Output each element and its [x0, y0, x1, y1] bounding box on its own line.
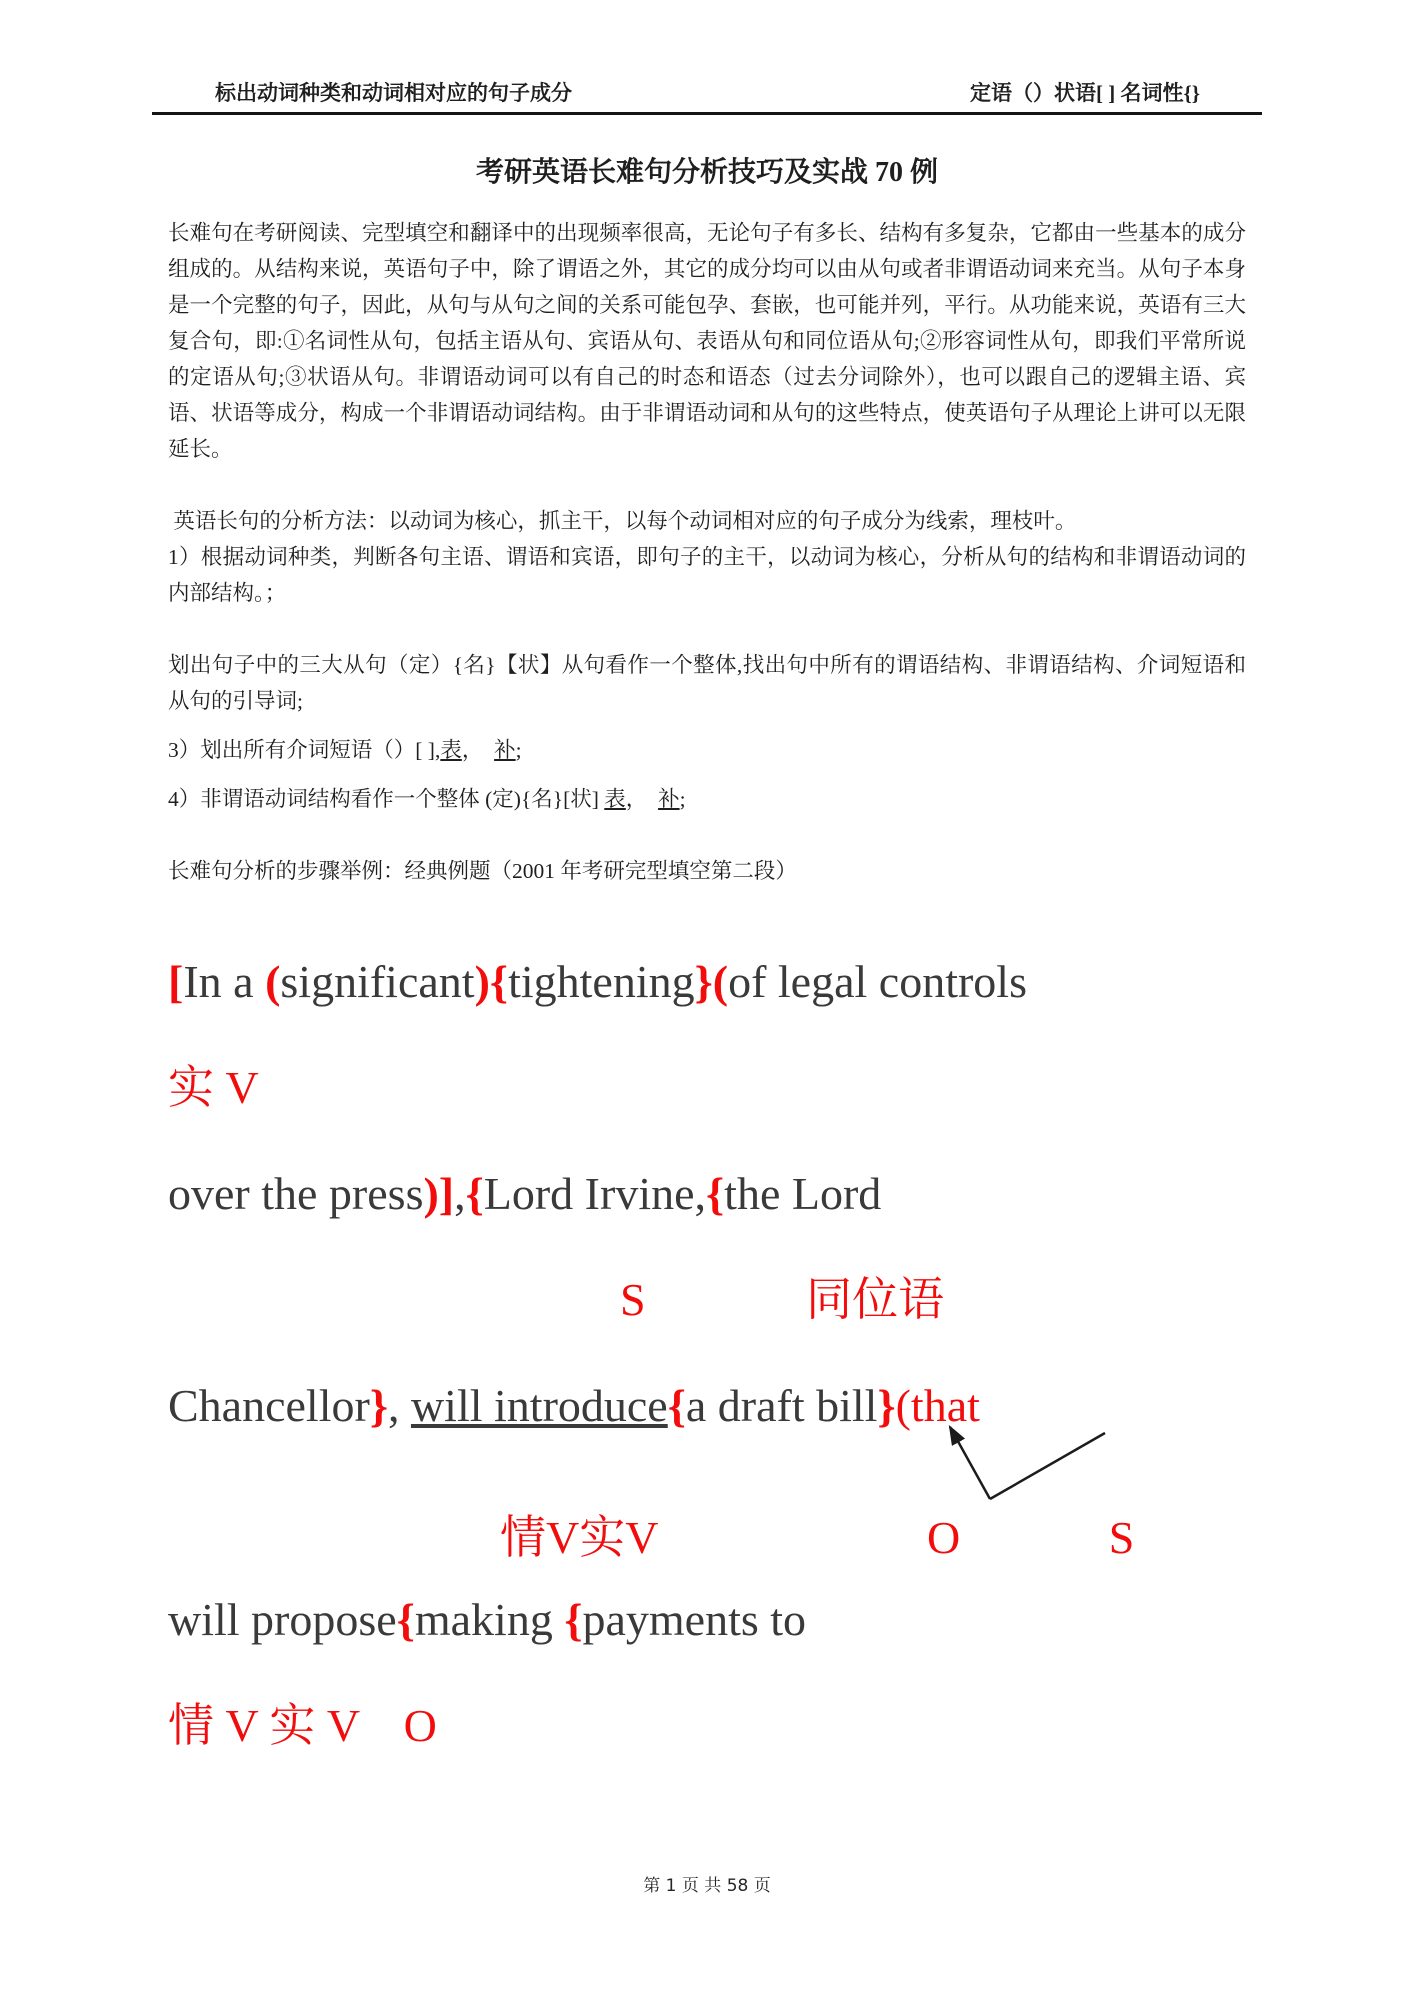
verb-label-shi-v: 实 V [168, 1062, 259, 1113]
sentence-line-2: over the press)],{Lord Irvine,{the Lord [168, 1168, 882, 1219]
step-3-paragraph: 3）划出所有介词短语（）[ ],表， 补; [168, 738, 522, 762]
page-header [0, 0, 1414, 110]
page-footer [0, 1871, 1414, 1896]
intro-paragraph: 长难句在考研阅读、完型填空和翻译中的出现频率很高，无论句子有多长、结构有多复杂，它都由一些基本的成分组成的。从结构来说，英语句子中，除了谓语之外，其它的成分均可以由从句或者非谓语动词来充当。从句子本身是一个完整的句子，因此，从句与从句之间的关系可能包孕、套嵌，也可能并列，平行。从功能来说，英语有三大复合句，即:①名词性从句，包括主语从句、宾语从句、表语从句和同位语从句;②形容词性从句，即我们平常所说的定语从句;③状语从句。非谓语动词可以有自己的时态和语态（过去分词除外），也可以跟自己的逻辑主语、宾语、状语等成分，构成一个非谓语动词结构。由于非谓语动词和从句的这些特点，使英语句子从理论上讲可以无限延长。 [168, 221, 1246, 461]
sentence-line-4: will propose{making {payments to [168, 1594, 807, 1645]
header-right-text: 定语（）状语[ ] 名词性{} [969, 81, 1200, 105]
object-label: O [926, 1512, 961, 1563]
step-1-paragraph: 1）根据动词种类，判断各句主语、谓语和宾语，即句子的主干，以动词为核心，分析从句的结构和非谓语动词的内部结构。； [168, 545, 1246, 605]
annotation-row-1 [168, 1057, 1246, 1119]
page-number-text: 第 1 页 共 58 页 [643, 1876, 771, 1896]
that-to-bill-arrow-icon [938, 1419, 1118, 1507]
verb-labels-qing-v-shi-v-2: 情 V 实 V [168, 1700, 361, 1751]
object-label-2: O [403, 1700, 437, 1751]
annotation-row-4 [168, 1695, 1246, 1757]
method-paragraph: 英语长句的分析方法：以动词为核心，抓主干，以每个动词相对应的句子成分为线索，理枝叶。 [168, 509, 1077, 533]
step-2-paragraph: 划出句子中的三大从句（定）{名}【状】从句看作一个整体,找出句中所有的谓语结构、非谓语结构、介词短语和从句的引导词; [168, 653, 1246, 713]
document-body [0, 155, 1414, 1757]
header-rule [152, 112, 1262, 115]
example-caption: 长难句分析的步骤举例：经典例题（2001 年考研完型填空第二段） [168, 859, 797, 883]
subject-label: S [620, 1274, 646, 1325]
annotation-row-3 [168, 1507, 1246, 1569]
document-title: 考研英语长难句分析技巧及实战 70 例 [475, 157, 938, 188]
annotation-row-2 [168, 1269, 1246, 1331]
step-4-paragraph: 4）非谓语动词结构看作一个整体 (定){名}[状] 表， 补; [168, 787, 686, 811]
apposition-label: 同位语 [806, 1274, 945, 1325]
verb-labels-qing-v-shi-v: 情V实V [500, 1512, 659, 1563]
sentence-line-1: [In a (significant){tightening}(of legal controls [168, 956, 1027, 1007]
header-left-text: 标出动词种类和动词相对应的句子成分 [215, 81, 572, 105]
sentence-line-3: Chancellor}, will introduce{a draft bill}(that [168, 1380, 980, 1431]
example-sentence-analysis [168, 951, 1246, 1757]
subject-label-2: S [1108, 1512, 1135, 1563]
